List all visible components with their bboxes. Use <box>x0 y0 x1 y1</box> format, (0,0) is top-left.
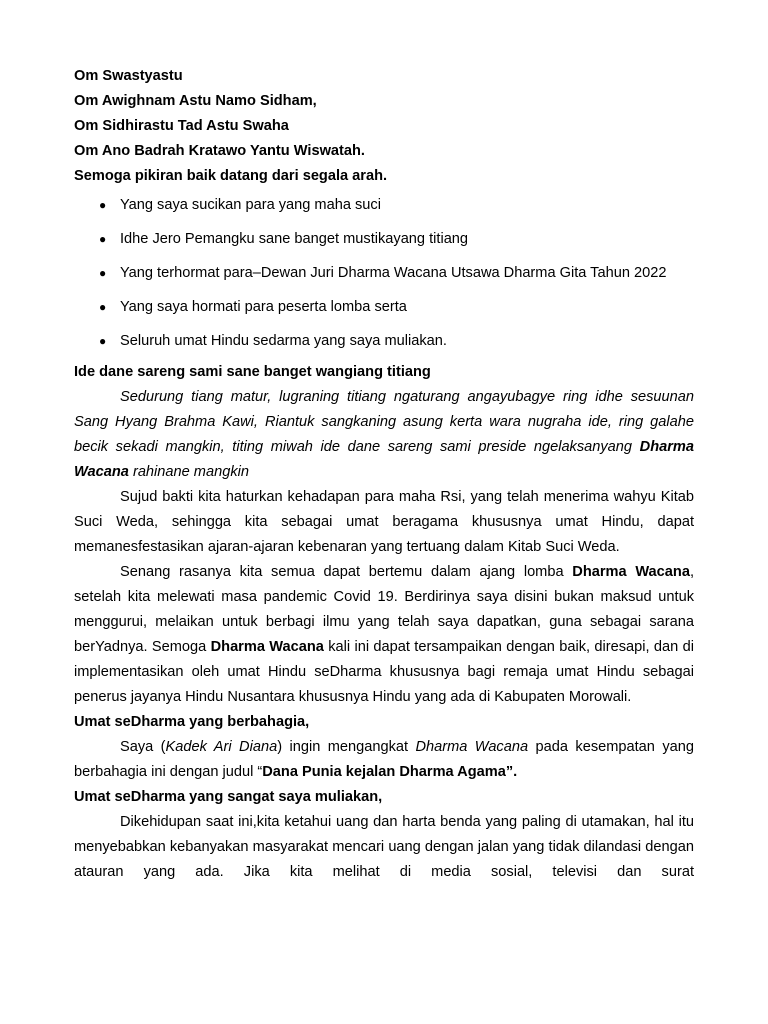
opening-mantra <box>74 64 694 189</box>
paragraph: Senang rasanya kita semua dapat bertemu dalam ajang lomba Dharma Wacana, setelah kita melewati masa pandemic Covid 19. Berdirinya saya disini bukan maksud untuk menggurui, melaikan untuk berbagi ilmu yang telah saya dapatkan, guna sebagai sarana berYadnya. Semoga Dharma Wacana kali ini dapat tersampaikan dengan baik, diresapi, dan di implementasikan oleh umat Hindu seDharma khususnya bagi remaja umat Hindu sebagai penerus jayanya Hindu Nusantara khususnya Hindu yang ada di Kabupaten Morowali. <box>74 564 694 705</box>
paragraph: Dikehidupan saat ini,kita ketahui uang dan harta benda yang paling di utamakan, hal itu menyebabkan kebanyakan masyarakat mencari uang dengan jalan yang tidak dilandasi dengan atauran yang ada. Jika kita melihat di media sosial, televisi dan surat <box>74 814 694 880</box>
bullet-icon: ● <box>99 232 107 246</box>
opening-line: Om Awighnam Astu Namo Sidham, <box>74 93 317 109</box>
list-item: ● Idhe Jero Pemangku sane banget mustikayang titiang <box>74 222 694 256</box>
opening-line: Om Sidhirastu Tad Astu Swaha <box>74 118 289 134</box>
section-heading: Umat seDharma yang berbahagia, <box>74 714 310 730</box>
paragraph: Saya (Kadek Ari Diana) ingin mengangkat Dharma Wacana pada kesempatan yang berbahagia ini dengan judul “Dana Punia kejalan Dharma Agama”. <box>74 739 694 780</box>
section-heading: Ide dane sareng sami sane banget wangiang titiang <box>74 364 431 380</box>
greetings-list <box>74 188 694 358</box>
opening-line: Om Ano Badrah Kratawo Yantu Wiswatah. <box>74 143 365 159</box>
bullet-icon: ● <box>99 334 107 348</box>
list-item: ● Yang terhormat para–Dewan Juri Dharma Wacana Utsawa Dharma Gita Tahun 2022 <box>74 256 694 290</box>
opening-line: Semoga pikiran baik datang dari segala arah. <box>74 168 388 184</box>
bullet-icon: ● <box>99 266 107 280</box>
paragraph: Sedurung tiang matur, lugraning titiang ngaturang angayubagye ring idhe sesuunan Sang Hyang Brahma Kawi, Riantuk sangkaning asung kerta wara nugraha ide, ring galahe becik sekadi mangkin, titing miwah ide dane sareng sami preside ngelaksanyang Dharma Wacana rahinane mangkin <box>74 389 694 480</box>
list-item: ● Yang saya sucikan para yang maha suci <box>74 188 694 222</box>
list-item: ● Yang saya hormati para peserta lomba serta <box>74 290 694 324</box>
paragraph: Sujud bakti kita haturkan kehadapan para maha Rsi, yang telah menerima wahyu Kitab Suci Weda, sehingga kita sebagai umat beragama khususnya umat Hindu, dapat memanesfestasikan ajaran-ajaran kebenaran yang tertuang dalam Kitab Suci Weda. <box>74 489 694 555</box>
document-page <box>74 64 694 885</box>
bullet-icon: ● <box>99 300 107 314</box>
bullet-icon: ● <box>99 198 107 212</box>
section-heading: Umat seDharma yang sangat saya muliakan, <box>74 789 383 805</box>
opening-line: Om Swastyastu <box>74 68 183 84</box>
list-item: ● Seluruh umat Hindu sedarma yang saya muliakan. <box>74 324 694 358</box>
